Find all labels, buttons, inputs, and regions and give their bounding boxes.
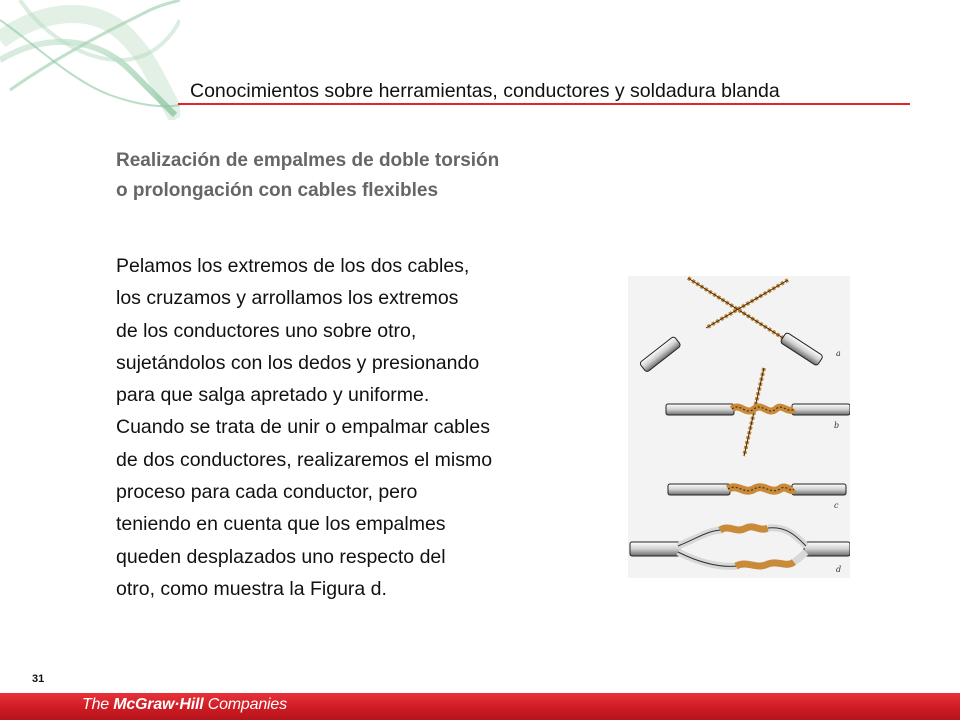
title-underline <box>178 103 910 105</box>
figure-label-a: a <box>836 349 841 358</box>
figure-label-b: b <box>834 421 840 430</box>
body-line: de los conductores uno sobre otro, <box>116 319 417 342</box>
publisher-logo <box>82 696 287 714</box>
page-number: 31 <box>32 673 45 685</box>
body-paragraph <box>116 250 606 605</box>
subtitle-line-2: o prolongación con cables flexibles <box>116 180 439 201</box>
subtitle-line-1: Realización de empalmes de doble torsión <box>116 150 500 171</box>
body-line: teniendo en cuenta que los empalmes <box>116 513 446 536</box>
logo-companies: Companies <box>207 696 287 713</box>
figure-label-c: c <box>834 501 839 510</box>
body-line: otro, como muestra la Figura d. <box>116 577 387 600</box>
figure-label-d: d <box>836 565 842 574</box>
body-line: Cuando se trata de unir o empalmar cables <box>116 416 490 439</box>
decorative-swirl <box>0 0 180 120</box>
page-title: Conocimientos sobre herramientas, conductores y soldadura blanda <box>190 80 780 102</box>
body-line: para que salga apretado y uniforme. <box>116 384 430 407</box>
body-line: proceso para cada conductor, pero <box>116 481 418 504</box>
body-line: queden desplazados uno respecto del <box>116 545 446 568</box>
body-line: Pelamos los extremos de los dos cables, <box>116 255 470 277</box>
logo-the: The <box>82 696 109 713</box>
body-line: los cruzamos y arrollamos los extremos <box>116 287 459 310</box>
logo-brand: McGraw·Hill <box>113 696 204 713</box>
body-line: de dos conductores, realizaremos el mismo <box>116 448 493 471</box>
splice-illustration <box>628 276 850 578</box>
section-subtitle <box>116 146 499 206</box>
footer-bar <box>0 693 960 720</box>
body-line: sujetándolos con los dedos y presionando <box>116 351 480 374</box>
